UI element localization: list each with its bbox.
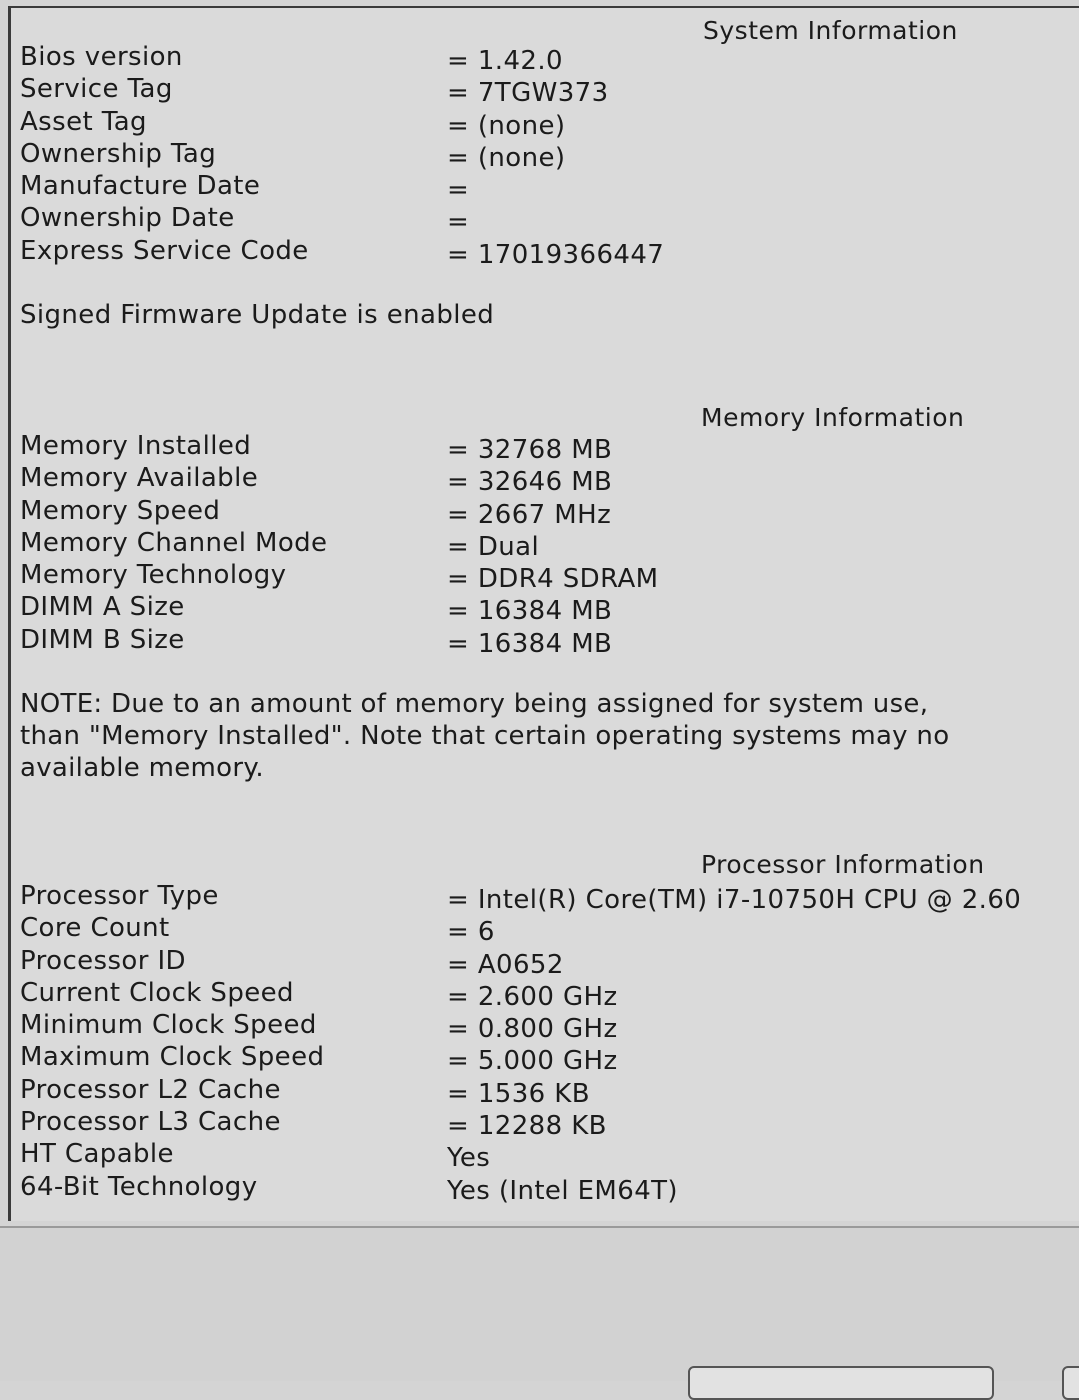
dialog-button-secondary[interactable] bbox=[1062, 1366, 1079, 1400]
memory-note-line: available memory. bbox=[20, 753, 264, 783]
row-value: = Dual bbox=[447, 531, 540, 562]
row-label: Service Tag bbox=[20, 74, 173, 105]
row-label: Memory Technology bbox=[20, 560, 287, 591]
row-label: DIMM B Size bbox=[20, 624, 185, 655]
row-label: Current Clock Speed bbox=[20, 977, 294, 1008]
row-label: Bios version bbox=[20, 42, 183, 72]
row-value: Yes bbox=[447, 1143, 491, 1174]
row-value: = 5.000 GHz bbox=[447, 1046, 618, 1077]
info-panel[interactable] bbox=[8, 6, 1079, 1221]
row-label: DIMM A Size bbox=[20, 592, 185, 623]
row-label: Core Count bbox=[20, 913, 170, 944]
row-label: 64-Bit Technology bbox=[20, 1171, 258, 1202]
row-value: = 16384 MB bbox=[447, 628, 613, 659]
processor-information-title: Processor Information bbox=[701, 850, 985, 879]
row-value: = 17019366447 bbox=[447, 239, 665, 270]
row-value: = 0.800 GHz bbox=[447, 1014, 618, 1045]
dialog-button[interactable] bbox=[688, 1366, 994, 1400]
row-value: = (none) bbox=[447, 142, 566, 173]
bottom-button-bar bbox=[0, 1226, 1079, 1381]
row-label: Maximum Clock Speed bbox=[20, 1042, 325, 1073]
row-label: Processor Type bbox=[20, 881, 219, 911]
memory-note-line: than "Memory Installed". Note that certain operating systems may no bbox=[20, 721, 950, 751]
row-label: Processor ID bbox=[20, 945, 186, 976]
memory-note bbox=[20, 688, 1079, 784]
row-label: Express Service Code bbox=[20, 235, 309, 266]
row-value: = bbox=[447, 175, 470, 206]
memory-note-line: NOTE: Due to an amount of memory being assigned for system use, bbox=[20, 689, 929, 719]
row-value: = 12288 KB bbox=[447, 1111, 607, 1142]
row-value: = DDR4 SDRAM bbox=[447, 564, 659, 595]
signed-firmware-status: Signed Firmware Update is enabled bbox=[20, 300, 495, 330]
row-value: = 1.42.0 bbox=[447, 46, 563, 76]
row-value: = (none) bbox=[447, 110, 566, 141]
row-value: = Intel(R) Core(TM) i7-10750H CPU @ 2.60 bbox=[447, 885, 1022, 915]
row-value: = 2.600 GHz bbox=[447, 981, 618, 1012]
system-information-title: System Information bbox=[703, 16, 958, 45]
row-value: = 1536 KB bbox=[447, 1078, 590, 1109]
row-value: = 6 bbox=[447, 917, 495, 948]
row-label: Memory Speed bbox=[20, 495, 221, 526]
row-label: Processor L2 Cache bbox=[20, 1074, 281, 1105]
row-label: Memory Channel Mode bbox=[20, 527, 328, 558]
row-label: Minimum Clock Speed bbox=[20, 1010, 317, 1041]
row-label: Asset Tag bbox=[20, 106, 147, 137]
row-label: Ownership Date bbox=[20, 203, 235, 234]
row-value: Yes (Intel EM64T) bbox=[447, 1175, 678, 1206]
row-label: HT Capable bbox=[20, 1139, 174, 1170]
row-value: = bbox=[447, 207, 470, 238]
row-label: Manufacture Date bbox=[20, 171, 261, 202]
row-value: = 16384 MB bbox=[447, 596, 613, 627]
row-label: Memory Installed bbox=[20, 431, 252, 461]
row-label: Processor L3 Cache bbox=[20, 1107, 281, 1138]
row-value: = A0652 bbox=[447, 949, 564, 980]
memory-information-title: Memory Information bbox=[701, 403, 965, 432]
row-value: = 32768 MB bbox=[447, 435, 613, 465]
row-label: Memory Available bbox=[20, 463, 259, 494]
row-value: = 32646 MB bbox=[447, 467, 613, 498]
row-value: = 2667 MHz bbox=[447, 499, 612, 530]
row-value: = 7TGW373 bbox=[447, 78, 609, 109]
row-label: Ownership Tag bbox=[20, 138, 217, 169]
